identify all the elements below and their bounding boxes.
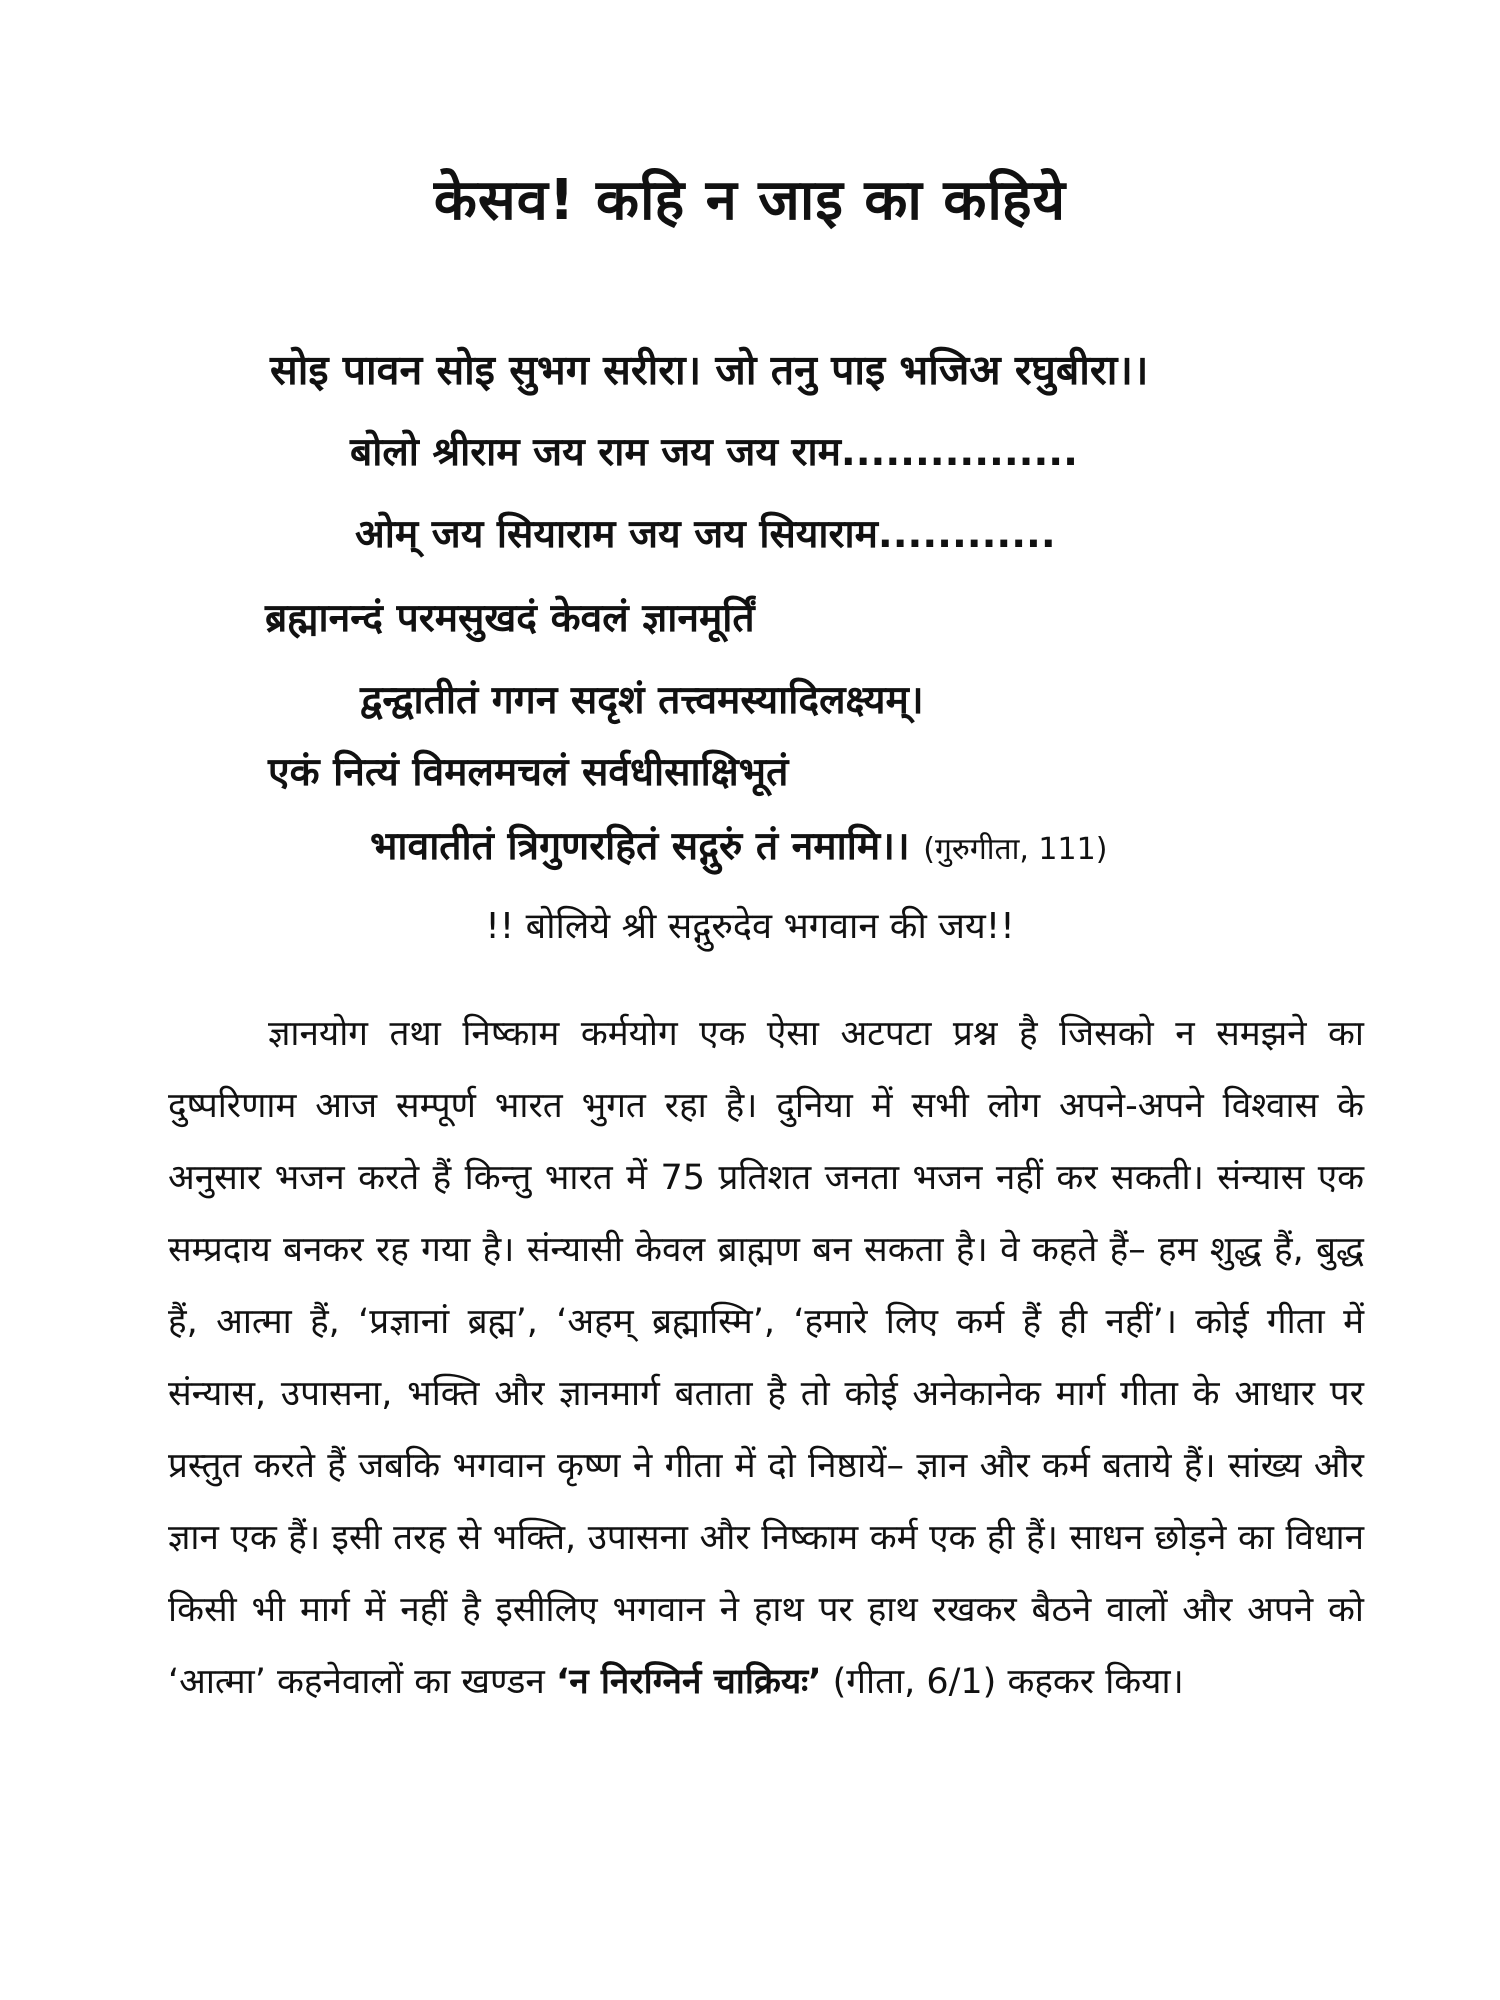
paragraph-text: ज्ञानयोग तथा निष्काम कर्मयोग एक ऐसा अटपटा प्रश्न है जिसको न समझने का दुष्परिणाम आज सम्पूर्ण भारत भुगत रहा है। दुनिया में सभी लोग अपने-अपने विश्वास के अनुसार भजन करते हैं किन्तु भारत में 75 प्रतिशत जनता भजन नहीं कर सकती। संन्यास एक सम्प्रदाय बनकर रह गया है। संन्यासी केवल ब्राह्मण बन सकता है। वे कहते हैं– हम शुद्ध हैं, बुद्ध हैं, आत्मा हैं, ‘प्रज्ञानां ब्रह्म’, ‘अहम् ब्रह्मास्मि’, ‘हमारे लिए कर्म हैं ही नहीं’। कोई गीता में संन्यास, उपासना, भक्ति और ज्ञानमार्ग बताता है तो कोई अनेकानेक मार्ग गीता के आधार पर प्रस्तुत करते हैं जबकि भगवान कृष्ण ने गीता में दो निष्ठायें– ज्ञान और कर्म बताये हैं। सांख्य और ज्ञान एक हैं। इसी तरह से भक्ति, उपासना और निष्काम कर्म एक ही हैं। साधन छोड़ने का विधान किसी भी मार्ग में नहीं है इसीलिए भगवान ने हाथ पर हाथ रखकर बैठने वालों और अपने को ‘आत्मा’ कहनेवालों का खण्डन [168, 1014, 1364, 1702]
shloka-line-4-text: भावातीतं त्रिगुणरहितं सद्गुरुं तं नमामि।। [370, 824, 910, 869]
chaupai-line: सोइ पावन सोइ सुभग सरीरा। जो तनु पाइ भजिअ रघुबीरा।। [270, 346, 1149, 394]
chant-line-1: बोलो श्रीराम जय राम जय जय राम................ [350, 430, 1078, 475]
shloka-reference: (गुरुगीता, 111) [923, 832, 1108, 867]
gita-citation: (गीता, 6/1) कहकर किया। [832, 1662, 1184, 1702]
shloka-line-1: ब्रह्मानन्दं परमसुखदं केवलं ज्ञानमूर्तिं [265, 596, 755, 641]
page-title: केसव! कहि न जाइ का कहिये [433, 168, 1067, 233]
jaikara: !! बोलिये श्री सद्गुरुदेव भगवान की जय!! [485, 906, 1015, 947]
chant-line-2: ओम् जय सियाराम जय जय सियाराम............ [355, 512, 1056, 557]
shloka-line-4 [370, 826, 1107, 869]
gita-quote: ‘न निरग्निर्न चाक्रियः’ [555, 1662, 822, 1702]
shloka-line-2: द्वन्द्वातीतं गगन सदृशं तत्त्वमस्यादिलक्ष्यम्। [360, 678, 924, 723]
body-paragraph [168, 998, 1364, 1718]
shloka-line-3: एकं नित्यं विमलमचलं सर्वधीसाक्षिभूतं [268, 750, 789, 795]
